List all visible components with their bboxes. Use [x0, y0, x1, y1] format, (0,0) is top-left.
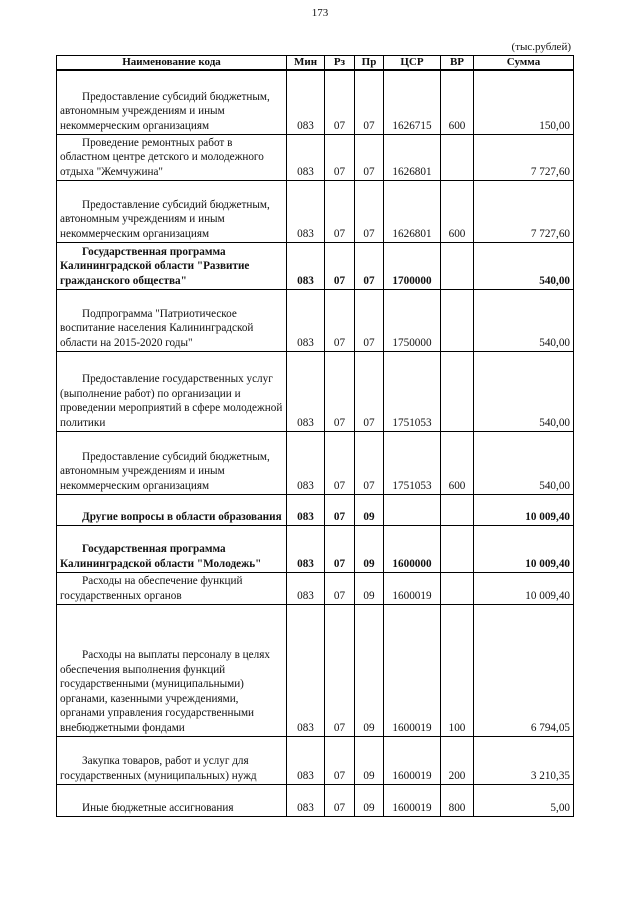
- header-pr: Пр: [355, 56, 384, 71]
- cell-sum: 150,00: [474, 70, 574, 134]
- cell-rz: 07: [325, 351, 355, 431]
- cell-rz: 07: [325, 494, 355, 525]
- cell-csr: 1750000: [384, 289, 441, 351]
- table-row: [57, 494, 574, 525]
- cell-min: 083: [287, 180, 325, 242]
- cell-vr: [441, 242, 474, 289]
- cell-rz: 07: [325, 525, 355, 572]
- cell-sum: 540,00: [474, 351, 574, 431]
- cell-pr: 09: [355, 525, 384, 572]
- header-rz: Рз: [325, 56, 355, 71]
- cell-vr: [441, 134, 474, 180]
- cell-rz: 07: [325, 180, 355, 242]
- cell-csr: 1600000: [384, 525, 441, 572]
- cell-min: 083: [287, 431, 325, 494]
- cell-vr: 100: [441, 604, 474, 736]
- cell-pr: 07: [355, 431, 384, 494]
- cell-name: Государственная программа Калининградской области "Молодежь": [57, 525, 287, 572]
- cell-min: 083: [287, 134, 325, 180]
- cell-sum: 540,00: [474, 242, 574, 289]
- cell-vr: 600: [441, 180, 474, 242]
- cell-csr: 1626801: [384, 134, 441, 180]
- cell-sum: 6 794,05: [474, 604, 574, 736]
- cell-name: Расходы на выплаты персоналу в целях обеспечения выполнения функций государственными (муниципальными) органами, казенными учреждениями, органами управления государственными внебюджетными фондами: [57, 604, 287, 736]
- cell-csr: 1700000: [384, 242, 441, 289]
- cell-pr: 09: [355, 572, 384, 604]
- cell-csr: [384, 494, 441, 525]
- cell-rz: 07: [325, 289, 355, 351]
- cell-name: Другие вопросы в области образования: [57, 494, 287, 525]
- cell-min: 083: [287, 784, 325, 816]
- table-row: [57, 134, 574, 180]
- cell-pr: 07: [355, 242, 384, 289]
- header-sum: Сумма: [474, 56, 574, 71]
- table-row: [57, 784, 574, 816]
- cell-pr: 07: [355, 180, 384, 242]
- cell-pr: 09: [355, 494, 384, 525]
- table-row: [57, 525, 574, 572]
- cell-csr: 1600019: [384, 572, 441, 604]
- budget-table: [56, 55, 574, 817]
- cell-name: Закупка товаров, работ и услуг для государственных (муниципальных) нужд: [57, 736, 287, 784]
- cell-rz: 07: [325, 736, 355, 784]
- cell-name: Проведение ремонтных работ в областном центре детского и молодежного отдыха "Жемчужина": [57, 134, 287, 180]
- cell-min: 083: [287, 70, 325, 134]
- cell-name: Предоставление субсидий бюджетным, автономным учреждениям и иным некоммерческим организациям: [57, 70, 287, 134]
- table-body: [57, 70, 574, 816]
- table-row: [57, 242, 574, 289]
- table-row: [57, 289, 574, 351]
- cell-csr: 1626801: [384, 180, 441, 242]
- cell-csr: 1751053: [384, 431, 441, 494]
- cell-csr: 1600019: [384, 604, 441, 736]
- units-label: (тыс.рублей): [511, 41, 571, 53]
- table-row: [57, 604, 574, 736]
- cell-rz: 07: [325, 242, 355, 289]
- cell-csr: 1751053: [384, 351, 441, 431]
- cell-vr: [441, 289, 474, 351]
- cell-csr: 1600019: [384, 736, 441, 784]
- table-header-row: [57, 56, 574, 71]
- cell-min: 083: [287, 494, 325, 525]
- table-row: [57, 70, 574, 134]
- cell-vr: 600: [441, 70, 474, 134]
- cell-name: Расходы на обеспечение функций государственных органов: [57, 572, 287, 604]
- cell-pr: 07: [355, 351, 384, 431]
- cell-vr: 600: [441, 431, 474, 494]
- cell-csr: 1600019: [384, 784, 441, 816]
- table-row: [57, 180, 574, 242]
- cell-vr: [441, 525, 474, 572]
- cell-min: 083: [287, 351, 325, 431]
- cell-sum: 540,00: [474, 289, 574, 351]
- cell-sum: 10 009,40: [474, 525, 574, 572]
- cell-sum: 10 009,40: [474, 494, 574, 525]
- table-row: [57, 572, 574, 604]
- cell-rz: 07: [325, 70, 355, 134]
- cell-min: 083: [287, 289, 325, 351]
- cell-rz: 07: [325, 784, 355, 816]
- cell-sum: 7 727,60: [474, 134, 574, 180]
- cell-min: 083: [287, 242, 325, 289]
- cell-vr: 200: [441, 736, 474, 784]
- table-row: [57, 431, 574, 494]
- cell-name: Иные бюджетные ассигнования: [57, 784, 287, 816]
- cell-sum: 3 210,35: [474, 736, 574, 784]
- cell-pr: 09: [355, 604, 384, 736]
- cell-min: 083: [287, 525, 325, 572]
- cell-name: Государственная программа Калининградской области "Развитие гражданского общества": [57, 242, 287, 289]
- cell-pr: 07: [355, 134, 384, 180]
- cell-min: 083: [287, 572, 325, 604]
- cell-name: Предоставление субсидий бюджетным, автономным учреждениям и иным некоммерческим организациям: [57, 180, 287, 242]
- cell-vr: [441, 572, 474, 604]
- cell-sum: 7 727,60: [474, 180, 574, 242]
- cell-pr: 09: [355, 736, 384, 784]
- cell-vr: [441, 494, 474, 525]
- cell-name: Подпрограмма "Патриотическое воспитание населения Калининградской области на 2015-2020 годы": [57, 289, 287, 351]
- cell-vr: [441, 351, 474, 431]
- cell-sum: 5,00: [474, 784, 574, 816]
- header-csr: ЦСР: [384, 56, 441, 71]
- cell-csr: 1626715: [384, 70, 441, 134]
- cell-min: 083: [287, 604, 325, 736]
- cell-pr: 07: [355, 289, 384, 351]
- page-number: 173: [311, 7, 329, 19]
- cell-sum: 10 009,40: [474, 572, 574, 604]
- table-row: [57, 351, 574, 431]
- cell-name: Предоставление государственных услуг (выполнение работ) по организации и проведении мероприятий в сфере молодежной политики: [57, 351, 287, 431]
- cell-rz: 07: [325, 604, 355, 736]
- cell-pr: 07: [355, 70, 384, 134]
- header-min: Мин: [287, 56, 325, 71]
- cell-sum: 540,00: [474, 431, 574, 494]
- cell-name: Предоставление субсидий бюджетным, автономным учреждениям и иным некоммерческим организациям: [57, 431, 287, 494]
- header-vr: ВР: [441, 56, 474, 71]
- cell-pr: 09: [355, 784, 384, 816]
- table-row: [57, 736, 574, 784]
- cell-rz: 07: [325, 134, 355, 180]
- cell-rz: 07: [325, 431, 355, 494]
- cell-vr: 800: [441, 784, 474, 816]
- cell-rz: 07: [325, 572, 355, 604]
- cell-min: 083: [287, 736, 325, 784]
- header-name: Наименование кода: [57, 56, 287, 71]
